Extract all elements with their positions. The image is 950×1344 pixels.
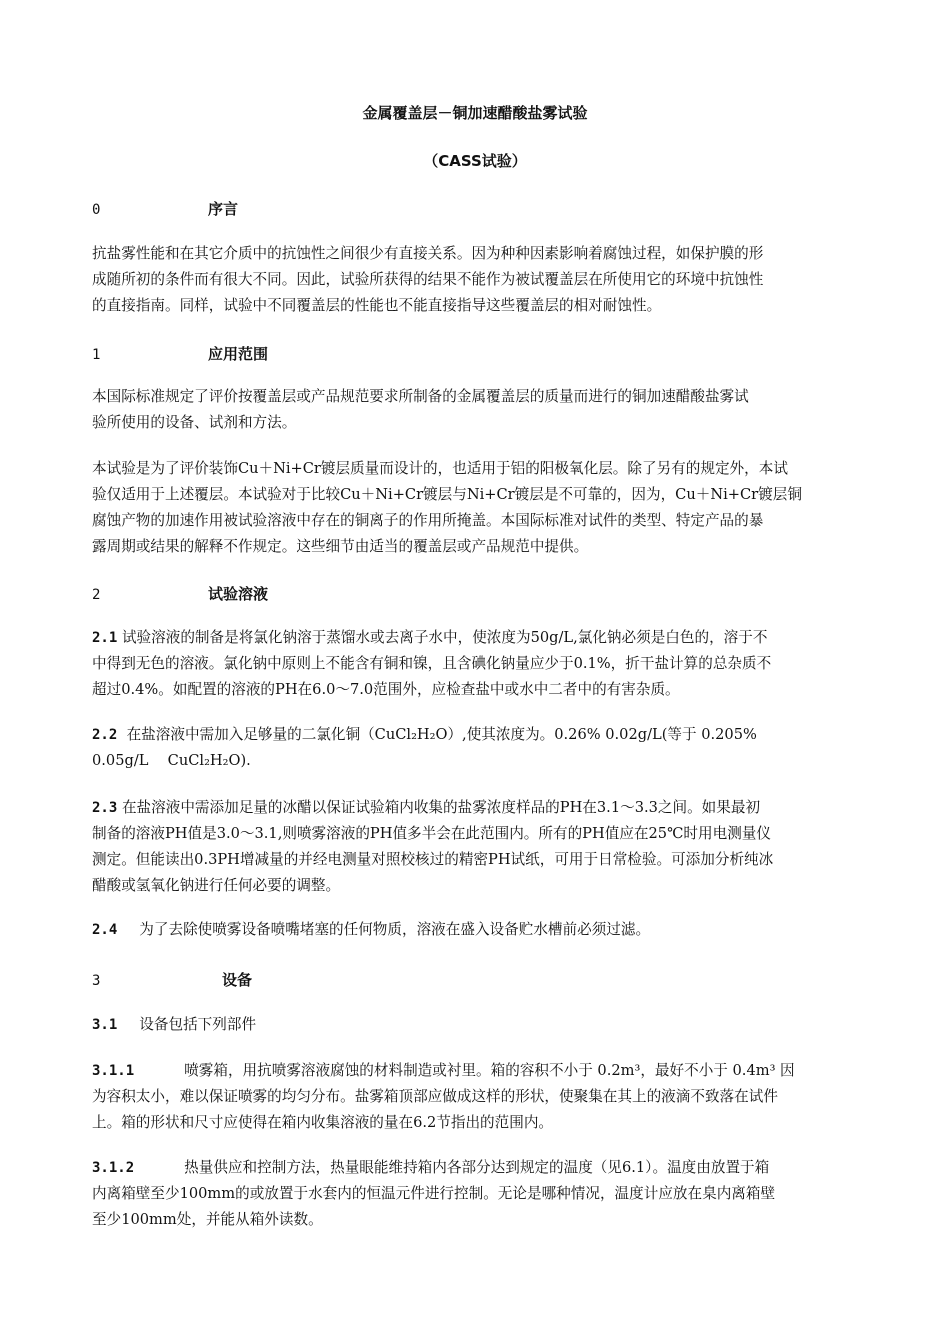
section-number: 2 [92,587,101,603]
text-line: 喷雾箱，用抗喷雾溶液腐蚀的材料制造或衬里。箱的容积不小于 0.2m³，最好不小于 0.4m³ 因 [184,1062,795,1079]
section-title: 序言 [208,200,239,218]
document-title: 金属覆盖层－铜加速醋酸盐雾试验 [362,104,588,122]
text-line: 至少100mm处，并能从箱外读数。 [92,1211,323,1228]
text-line: 内离箱壁至少100mm的或放置于水套内的恒温元件进行控制。无论是哪种情况，温度计应放在臬内离箱壁 [92,1185,776,1202]
paragraph-2-3 [92,795,860,899]
text-line: 中得到无色的溶液。氯化钠中原则上不能含有铜和镍，且含碘化钠量应少于0.1%，折干盐计算的总杂质不 [92,655,772,672]
clause-number: 3.1 [92,1017,118,1033]
clause-number: 3.1.1 [92,1063,135,1079]
text-line: 0.05g/L CuCl₂H₂O). [92,752,251,769]
section-number: 3 [92,973,101,989]
clause-number: 2.4 [92,922,118,938]
text-line: 试验溶液的制备是将氯化钠溶于蒸馏水或去离子水中，使浓度为50g/L,氯化钠必须是白色的，溶于不 [121,629,768,646]
paragraph-2-1 [92,625,860,703]
text-line: 为了去除使喷雾设备喷嘴堵塞的任何物质，溶液在盛入设备贮水槽前必须过滤。 [139,921,651,938]
text-line: 醋酸或氢氧化钠进行任何必要的调整。 [92,877,341,894]
document-subtitle: （CASS试验） [423,152,527,170]
paragraph-3-1-2 [92,1155,860,1233]
text-line: 验所使用的设备、试剂和方法。 [92,414,297,431]
text-line: 设备包括下列部件 [139,1016,257,1033]
text-line: 在盐溶液中需加入足够量的二氯化铜（CuCl₂H₂O）,使其浓度为。0.26% 0.02g/L(等于 0.205% [126,726,757,743]
clause-number: 3.1.2 [92,1160,135,1176]
text-line: 在盐溶液中需添加足量的冰醋以保证试验箱内收集的盐雾浓度样品的PH在3.1～3.3之间。如果最初 [121,799,761,816]
section-heading-3 [92,969,252,990]
text-line: 腐蚀产物的加速作用被试验溶液中存在的铜离子的作用所掩盖。本国际标准对试件的类型、特定产品的暴 [92,512,764,529]
text-line: 本国际标准规定了评价按覆盖层或产品规范要求所制备的金属覆盖层的质量而进行的铜加速醋酸盐雾试 [92,388,749,405]
paragraph-2-2 [92,722,860,774]
section-title: 应用范围 [208,345,269,363]
paragraph-preface [92,241,860,319]
section-title: 设备 [222,971,253,989]
text-line: 验仅适用于上述覆层。本试验对于比较Cu＋Ni+Cr镀层与Ni+Cr镀层是不可靠的，因为，Cu＋Ni+Cr镀层铜 [92,486,802,503]
paragraph-2-4 [92,917,860,943]
section-title: 试验溶液 [208,585,269,603]
paragraph-3-1-1 [92,1058,860,1136]
text-line: 抗盐雾性能和在其它介质中的抗蚀性之间很少有直接关系。因为种种因素影响着腐蚀过程，如保护膜的形 [92,245,764,262]
text-line: 热量供应和控制方法，热量眼能维持箱内各部分达到规定的温度（见6.1）。温度由放置于箱 [184,1159,770,1176]
text-line: 上。箱的形状和尺寸应使得在箱内收集溶液的量在6.2节指出的范围内。 [92,1114,554,1131]
text-line: 为容积太小，难以保证喷雾的均匀分布。盐雾箱顶部应做成这样的形状，使聚集在其上的液滴不致落在试件 [92,1088,778,1105]
paragraph-scope-2 [92,456,860,560]
clause-number: 2.1 [92,630,118,646]
section-heading-1 [92,343,268,364]
text-line: 制备的溶液PH值是3.0～3.1,则喷雾溶液的PH值多半会在此范围内。所有的PH值应在25℃时用电测量仪 [92,825,771,842]
section-number: 0 [92,202,101,218]
paragraph-scope-1 [92,384,860,436]
text-line: 测定。但能读出0.3PH增减量的并经电测量对照校核过的精密PH试纸，可用于日常检验。可添加分析纯冰 [92,851,774,868]
text-line: 超过0.4%。如配置的溶液的PH在6.0～7.0范围外，应检查盐中或水中二者中的有害杂质。 [92,681,680,698]
clause-number: 2.3 [92,800,118,816]
text-line: 本试验是为了评价装饰Cu＋Ni+Cr镀层质量而设计的，也适用于铝的阳极氧化层。除了另有的规定外，本试 [92,460,788,477]
text-line: 成随所初的条件而有很大不同。因此，试验所获得的结果不能作为被试覆盖层在所使用它的环境中抗蚀性 [92,271,764,288]
text-line: 露周期或结果的解释不作规定。这些细节由适当的覆盖层或产品规范中提供。 [92,538,589,555]
paragraph-3-1 [92,1012,860,1038]
section-number: 1 [92,347,101,363]
section-heading-2 [92,583,268,604]
text-line: 的直接指南。同样，试验中不同覆盖层的性能也不能直接指导这些覆盖层的相对耐蚀性。 [92,297,662,314]
section-heading-0 [92,198,238,219]
clause-number: 2.2 [92,727,118,743]
